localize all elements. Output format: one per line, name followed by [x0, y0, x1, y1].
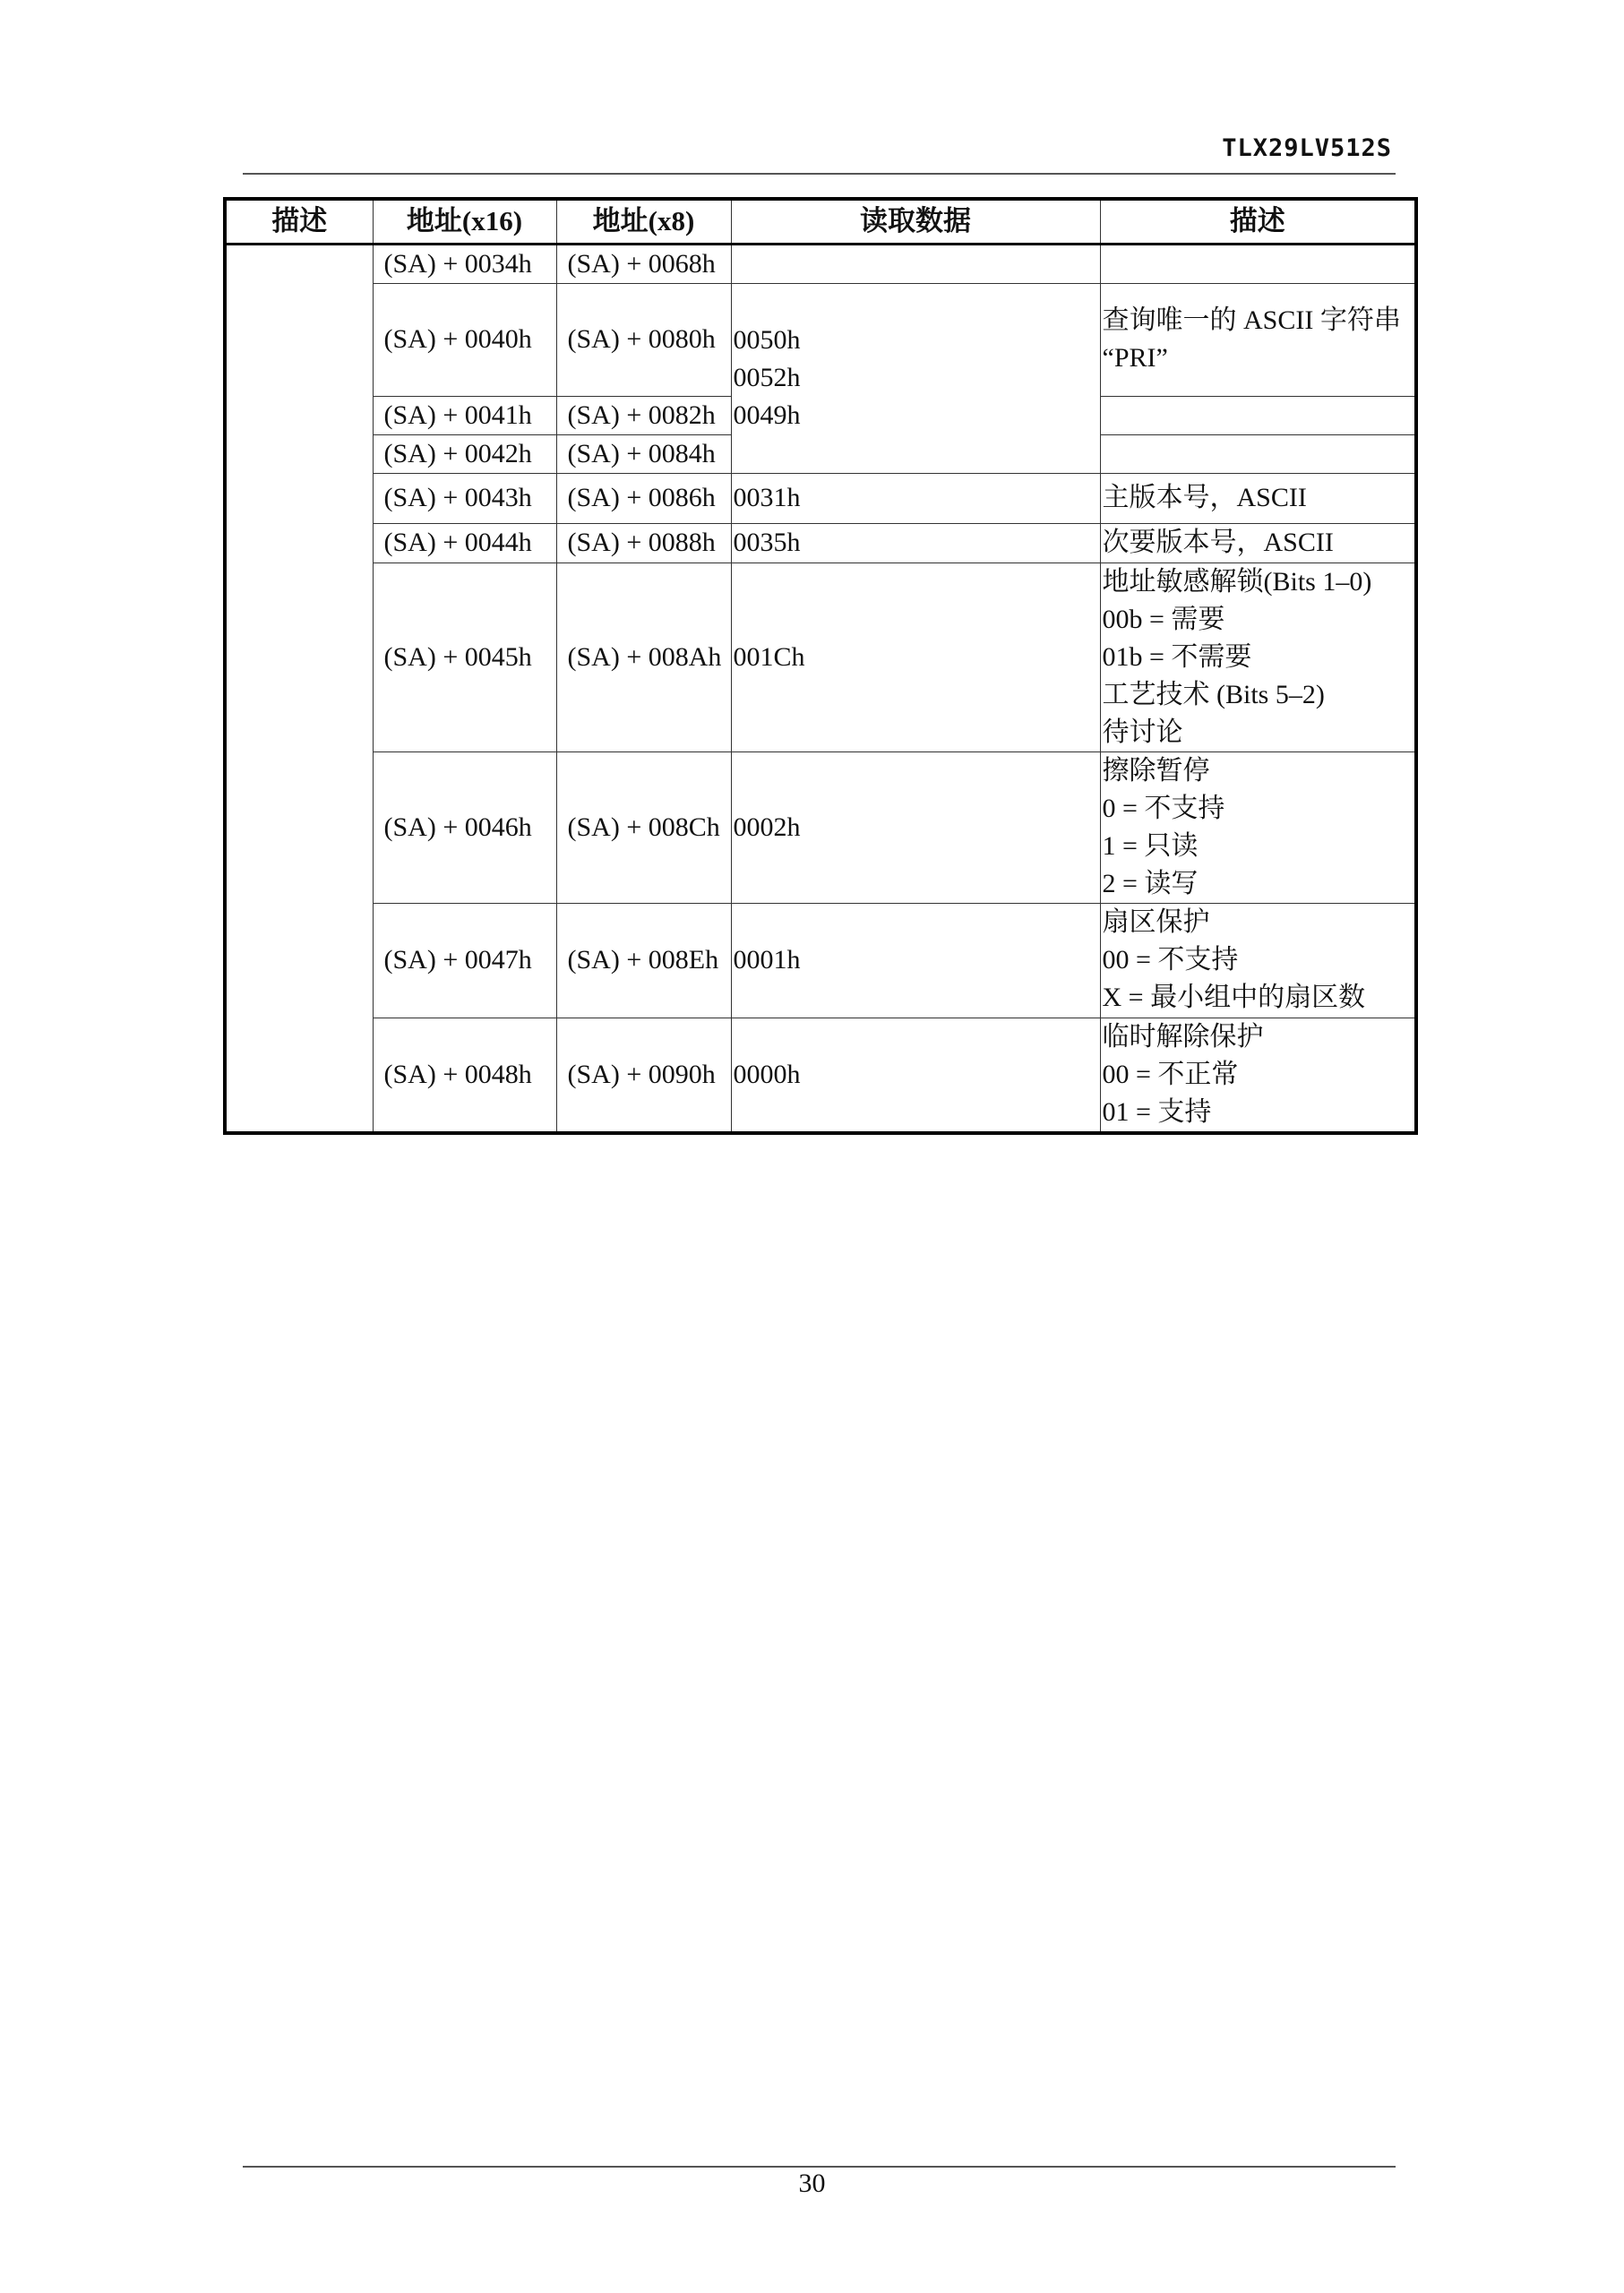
description-line: 00 = 不支持 [1102, 945, 1239, 975]
read-data-cell: 0001h [731, 903, 1100, 1018]
address-x16-cell: (SA) + 0046h [373, 751, 556, 903]
read-data-line: 0049h [733, 400, 801, 430]
read-data-cell: 001Ch [731, 563, 1100, 751]
table-row [225, 283, 1416, 396]
address-x16-cell: (SA) + 0034h [373, 244, 556, 283]
read-data-cell [731, 244, 1100, 283]
table-row [225, 244, 1416, 283]
description-line: 临时解除保护 [1102, 1021, 1264, 1052]
page-number: 30 [798, 2168, 826, 2198]
col-header-description-right: 描述 [1100, 199, 1416, 244]
description-line: “PRI” [1102, 343, 1168, 373]
table-header-row [225, 199, 1416, 244]
table-row [225, 523, 1416, 563]
description-cell [1100, 244, 1416, 283]
address-x8-cell: (SA) + 0088h [556, 523, 731, 563]
address-x16-cell: (SA) + 0042h [373, 434, 556, 473]
cfi-query-table [223, 197, 1418, 1135]
table-row [225, 751, 1416, 903]
description-line: 工艺技术 (Bits 5–2) [1102, 679, 1325, 709]
description-cell [1100, 751, 1416, 903]
table-row [225, 563, 1416, 751]
description-line: 待讨论 [1102, 717, 1183, 747]
description-cell [1100, 434, 1416, 473]
address-x8-cell: (SA) + 0082h [556, 396, 731, 434]
description-line: 查询唯一的 ASCII 字符串 [1102, 305, 1401, 335]
header-divider [243, 173, 1396, 175]
table-row [225, 473, 1416, 523]
address-x8-cell: (SA) + 008Ch [556, 751, 731, 903]
description-cell [1100, 396, 1416, 434]
description-line: X = 最小组中的扇区数 [1102, 983, 1366, 1012]
description-line: 0 = 不支持 [1102, 793, 1225, 823]
address-x16-cell: (SA) + 0041h [373, 396, 556, 434]
description-cell [1100, 563, 1416, 751]
table-row [225, 1018, 1416, 1133]
address-x16-cell: (SA) + 0047h [373, 903, 556, 1018]
description-group-cell [225, 244, 373, 1133]
description-line: 01b = 不需要 [1102, 641, 1252, 672]
address-x16-cell: (SA) + 0045h [373, 563, 556, 751]
address-x8-cell: (SA) + 0090h [556, 1018, 731, 1133]
description-line: 地址敏感解锁(Bits 1–0) [1102, 566, 1372, 597]
read-data-cell: 0031h [731, 473, 1100, 523]
description-line: 1 = 只读 [1102, 830, 1199, 861]
address-x8-cell: (SA) + 008Ah [556, 563, 731, 751]
col-header-description-left: 描述 [225, 199, 373, 244]
read-data-cell [731, 283, 1100, 473]
address-x8-cell: (SA) + 0068h [556, 244, 731, 283]
description-line: 00b = 需要 [1102, 604, 1225, 634]
description-line: 00 = 不正常 [1102, 1059, 1239, 1089]
description-cell: 主版本号，ASCII [1100, 473, 1416, 523]
table-row [225, 903, 1416, 1018]
col-header-read-data: 读取数据 [731, 199, 1100, 244]
read-data-cell: 0000h [731, 1018, 1100, 1133]
read-data-line: 0050h [733, 325, 801, 355]
description-line: 扇区保护 [1102, 907, 1210, 937]
read-data-line: 0052h [733, 363, 801, 392]
footer-divider [243, 2166, 1396, 2168]
address-x16-cell: (SA) + 0044h [373, 523, 556, 563]
document-model-title: TLX29LV512S [1222, 134, 1392, 162]
read-data-cell: 0035h [731, 523, 1100, 563]
description-cell [1100, 1018, 1416, 1133]
address-x8-cell: (SA) + 0084h [556, 434, 731, 473]
address-x8-cell: (SA) + 0086h [556, 473, 731, 523]
address-x16-cell: (SA) + 0040h [373, 283, 556, 396]
address-x16-cell: (SA) + 0043h [373, 473, 556, 523]
col-header-address-x8: 地址(x8) [556, 199, 731, 244]
col-header-address-x16: 地址(x16) [373, 199, 556, 244]
address-x16-cell: (SA) + 0048h [373, 1018, 556, 1133]
description-cell [1100, 903, 1416, 1018]
address-x8-cell: (SA) + 008Eh [556, 903, 731, 1018]
description-line: 2 = 读写 [1102, 868, 1199, 898]
description-line: 擦除暂停 [1102, 755, 1210, 786]
address-x8-cell: (SA) + 0080h [556, 283, 731, 396]
description-cell: 次要版本号，ASCII [1100, 523, 1416, 563]
description-line: 01 = 支持 [1102, 1096, 1212, 1127]
description-cell [1100, 283, 1416, 396]
read-data-cell: 0002h [731, 751, 1100, 903]
